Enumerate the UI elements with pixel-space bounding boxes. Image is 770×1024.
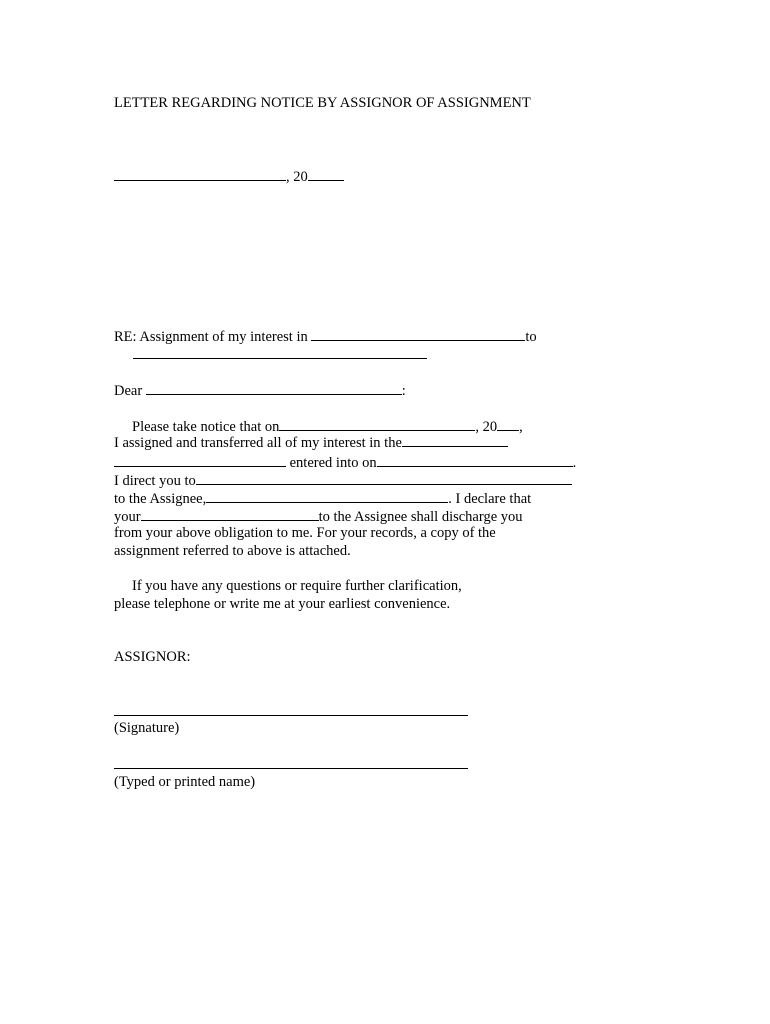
your-text: your — [114, 509, 141, 525]
signature-line[interactable] — [114, 715, 468, 716]
paragraph-2-line-1: If you have any questions or require further clarification, — [132, 578, 462, 594]
re-line-2 — [133, 344, 427, 364]
dear-name-blank[interactable] — [146, 380, 402, 395]
paragraph-1-line-7: from your above obligation to me. For your records, a copy of the — [114, 525, 496, 541]
entered-into-text: entered into on — [286, 455, 377, 471]
re-line — [114, 326, 537, 346]
paragraph-1-line-5 — [114, 488, 531, 508]
declare-text: . I declare that — [448, 491, 532, 507]
re-interest-blank[interactable] — [311, 326, 525, 341]
re-assignee-blank[interactable] — [133, 344, 427, 359]
date-year-blank[interactable] — [308, 166, 344, 181]
dear-colon: : — [401, 383, 406, 399]
assignment-year-blank[interactable] — [497, 416, 519, 431]
paragraph-1-line-3 — [114, 452, 576, 472]
contract-date-blank[interactable] — [377, 452, 573, 467]
paragraph-1-line-2 — [114, 434, 508, 452]
document-title: LETTER REGARDING NOTICE BY ASSIGNOR OF ASSIGNMENT — [114, 95, 531, 111]
paragraph-2-line-2: please telephone or write me at your earliest convenience. — [114, 596, 451, 612]
assignor-heading: ASSIGNOR: — [114, 649, 191, 665]
assignee-name-blank[interactable] — [206, 488, 448, 503]
assignee-text: to the Assignee, — [114, 491, 207, 507]
re-label: RE: Assignment of my interest in — [114, 329, 312, 345]
date-line — [114, 166, 344, 186]
signature-label: (Signature) — [114, 720, 180, 736]
contract-description-blank[interactable] — [114, 452, 286, 467]
assigned-text: I assigned and transferred all of my interest in the — [114, 435, 402, 451]
printed-name-label: (Typed or printed name) — [114, 774, 256, 790]
paragraph-1-line-1 — [132, 416, 523, 436]
date-blank[interactable] — [114, 166, 286, 181]
paragraph-1-line-4 — [114, 470, 572, 490]
salutation — [114, 380, 406, 400]
paragraph-1-line-6 — [114, 506, 523, 526]
year-prefix: , 20 — [475, 419, 498, 435]
notice-text: Please take notice that on — [132, 419, 280, 435]
direction-blank[interactable] — [196, 470, 572, 485]
discharge-text: to the Assignee shall discharge you — [318, 509, 523, 525]
assignment-date-blank[interactable] — [279, 416, 475, 431]
payment-blank[interactable] — [141, 506, 319, 521]
comma: , — [519, 419, 523, 435]
date-year-prefix: , 20 — [286, 169, 308, 185]
contract-type-blank[interactable] — [402, 434, 508, 447]
dear-label: Dear — [114, 383, 146, 399]
paragraph-1-line-8: assignment referred to above is attached. — [114, 543, 351, 559]
period: . — [572, 455, 577, 471]
re-to-label: to — [525, 329, 537, 345]
direct-text: I direct you to — [114, 473, 196, 489]
printed-name-line[interactable] — [114, 768, 468, 769]
